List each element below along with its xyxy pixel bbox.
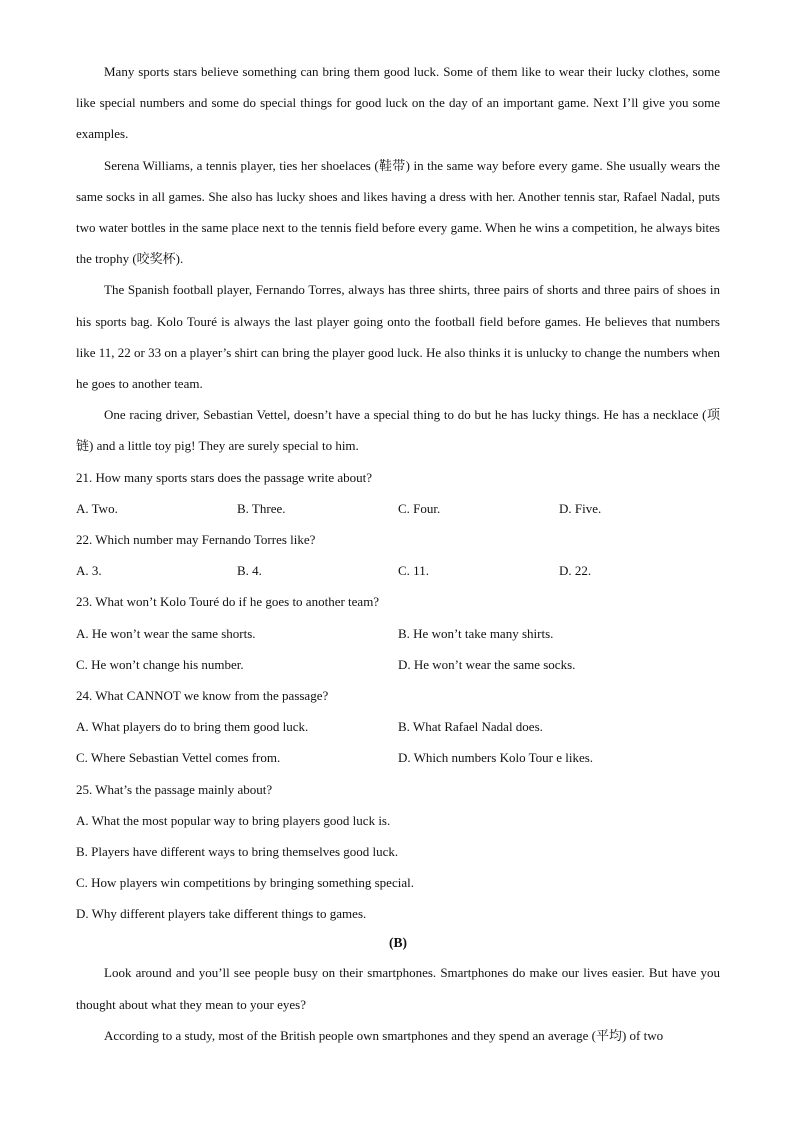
question-stem: 25. What’s the passage mainly about?	[76, 781, 273, 797]
paragraph-4: One racing driver, Sebastian Vettel, doesn’t have a special thing to do but he has lucky things. He has a necklace (项链) and a little toy pig! They are surely special to him.	[76, 407, 720, 454]
option-d[interactable]: D. Why different players take different things to games.	[76, 906, 367, 922]
option-d[interactable]: D. He won’t wear the same socks.	[398, 656, 576, 672]
options-row	[76, 742, 720, 773]
question-25	[76, 774, 720, 930]
option-b[interactable]: B. He won’t take many shirts.	[398, 625, 554, 641]
option-d[interactable]: D. Five.	[559, 500, 602, 516]
section-b	[76, 929, 720, 1051]
option-b[interactable]: B. Three.	[237, 500, 286, 516]
options-row	[76, 618, 720, 649]
option-b[interactable]: B. 4.	[237, 563, 262, 579]
options-row	[76, 649, 720, 680]
question-stem: 24. What CANNOT we know from the passage?	[76, 687, 329, 703]
paragraph-b2: According to a study, most of the British people own smartphones and they spend an average (平均) of two	[104, 1027, 664, 1043]
exam-page	[76, 56, 720, 1051]
question-24	[76, 680, 720, 774]
questions	[76, 462, 720, 930]
option-b[interactable]: B. What Rafael Nadal does.	[398, 719, 543, 735]
question-stem: 23. What won’t Kolo Touré do if he goes to another team?	[76, 594, 380, 610]
option-c[interactable]: C. Where Sebastian Vettel comes from.	[76, 750, 281, 766]
question-stem: 21. How many sports stars does the passage write about?	[76, 469, 373, 485]
option-a[interactable]: A. What players do to bring them good luck.	[76, 719, 309, 735]
option-b[interactable]: B. Players have different ways to bring themselves good luck.	[76, 843, 399, 859]
option-a[interactable]: A. He won’t wear the same shorts.	[76, 625, 256, 641]
option-c[interactable]: C. 11.	[398, 563, 429, 579]
paragraph-3: The Spanish football player, Fernando Torres, always has three shirts, three pairs of shorts and three pairs of shoes in his sports bag. Kolo Touré is always the last player going onto the football field before games. He believes that numbers like 11, 22 or 33 on a player’s shirt can bring the player good luck. He also thinks it is unlucky to change the numbers when he goes to another team.	[76, 282, 720, 392]
question-stem: 22. Which number may Fernando Torres like?	[76, 532, 316, 548]
paragraph-1: Many sports stars believe something can bring them good luck. Some of them like to wear their lucky clothes, some like special numbers and some do special things for good luck on the day of an important game. Next I’ll give you some examples.	[76, 64, 720, 142]
option-a[interactable]: A. Two.	[76, 500, 118, 516]
options-row	[76, 555, 720, 586]
section-heading: (B)	[389, 935, 407, 951]
option-c[interactable]: C. He won’t change his number.	[76, 656, 244, 672]
option-d[interactable]: D. Which numbers Kolo Tour e likes.	[398, 750, 594, 766]
option-d[interactable]: D. 22.	[559, 563, 592, 579]
paragraph-b1: Look around and you’ll see people busy on their smartphones. Smartphones do make our lives easier. But have you thought about what they mean to your eyes?	[76, 965, 720, 1012]
question-23	[76, 586, 720, 680]
options-row	[76, 493, 720, 524]
option-c[interactable]: C. How players win competitions by bringing something special.	[76, 875, 414, 891]
option-a[interactable]: A. What the most popular way to bring players good luck is.	[76, 812, 391, 828]
options-row	[76, 711, 720, 742]
question-22	[76, 524, 720, 586]
paragraph-2: Serena Williams, a tennis player, ties her shoelaces (鞋带) in the same way before every game. She usually wears the same socks in all games. She also has lucky shoes and likes having a dress with her. Another tennis star, Rafael Nadal, puts two water bottles in the same place next to the tennis field before every game. When he wins a competition, he always bites the trophy (咬奖杯).	[76, 157, 720, 267]
option-c[interactable]: C. Four.	[398, 500, 441, 516]
question-21	[76, 462, 720, 524]
passage-a	[76, 56, 720, 462]
option-a[interactable]: A. 3.	[76, 563, 102, 579]
